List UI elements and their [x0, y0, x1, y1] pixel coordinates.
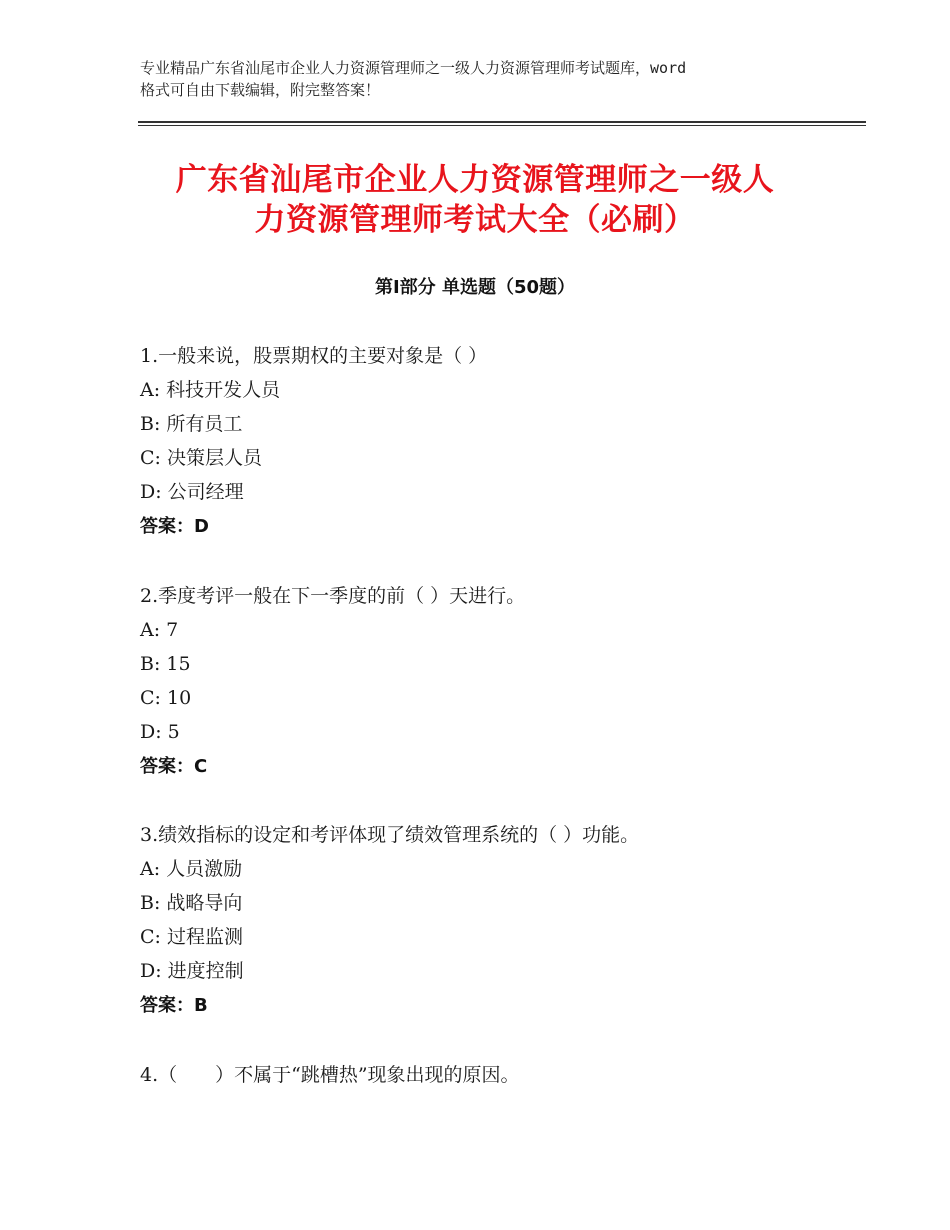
header-note-line-1: 专业精品广东省汕尾市企业人力资源管理师之一级人力资源管理师考试题库，word: [140, 59, 687, 77]
question-2-stem: 2.季度考评一般在下一季度的前（ ）天进行。: [140, 585, 526, 607]
question-2-answer: 答案：C: [140, 756, 208, 777]
question-2-option-d: D: 5: [140, 721, 180, 743]
question-1-option-c: C: 决策层人员: [140, 447, 262, 469]
question-1-option-a: A: 科技开发人员: [140, 379, 281, 401]
question-1-answer: 答案：D: [140, 516, 209, 537]
header-note: [140, 57, 820, 101]
header-divider-thick: [138, 121, 866, 123]
question-3-option-b: B: 战略导向: [140, 892, 243, 914]
document-title-line-1: 广东省汕尾市企业人力资源管理师之一级人: [175, 162, 775, 198]
question-1-option-b: B: 所有员工: [140, 413, 243, 435]
question-3-option-a: A: 人员激励: [140, 858, 243, 880]
header-divider-thin: [138, 125, 866, 126]
document-title-line-2: 力资源管理师考试大全（必刷）: [254, 202, 696, 238]
document-title: [120, 160, 830, 240]
question-1-option-d: D: 公司经理: [140, 481, 244, 503]
question-2-option-b: B: 15: [140, 653, 191, 675]
question-3-answer: 答案：B: [140, 995, 208, 1016]
question-2-option-a: A: 7: [140, 619, 179, 641]
question-3-option-c: C: 过程监测: [140, 926, 243, 948]
question-1-stem: 1.一般来说，股票期权的主要对象是（ ）: [140, 345, 488, 367]
question-3-option-d: D: 进度控制: [140, 960, 244, 982]
question-2-option-c: C: 10: [140, 687, 192, 709]
question-4-stem: 4.（ ）不属于“跳槽热”现象出现的原因。: [140, 1064, 520, 1086]
header-note-line-2: 格式可自由下载编辑，附完整答案！: [140, 81, 381, 99]
question-3-stem: 3.绩效指标的设定和考评体现了绩效管理系统的（ ）功能。: [140, 824, 640, 846]
section-heading: 第Ⅰ部分 单选题（50题）: [374, 277, 575, 298]
